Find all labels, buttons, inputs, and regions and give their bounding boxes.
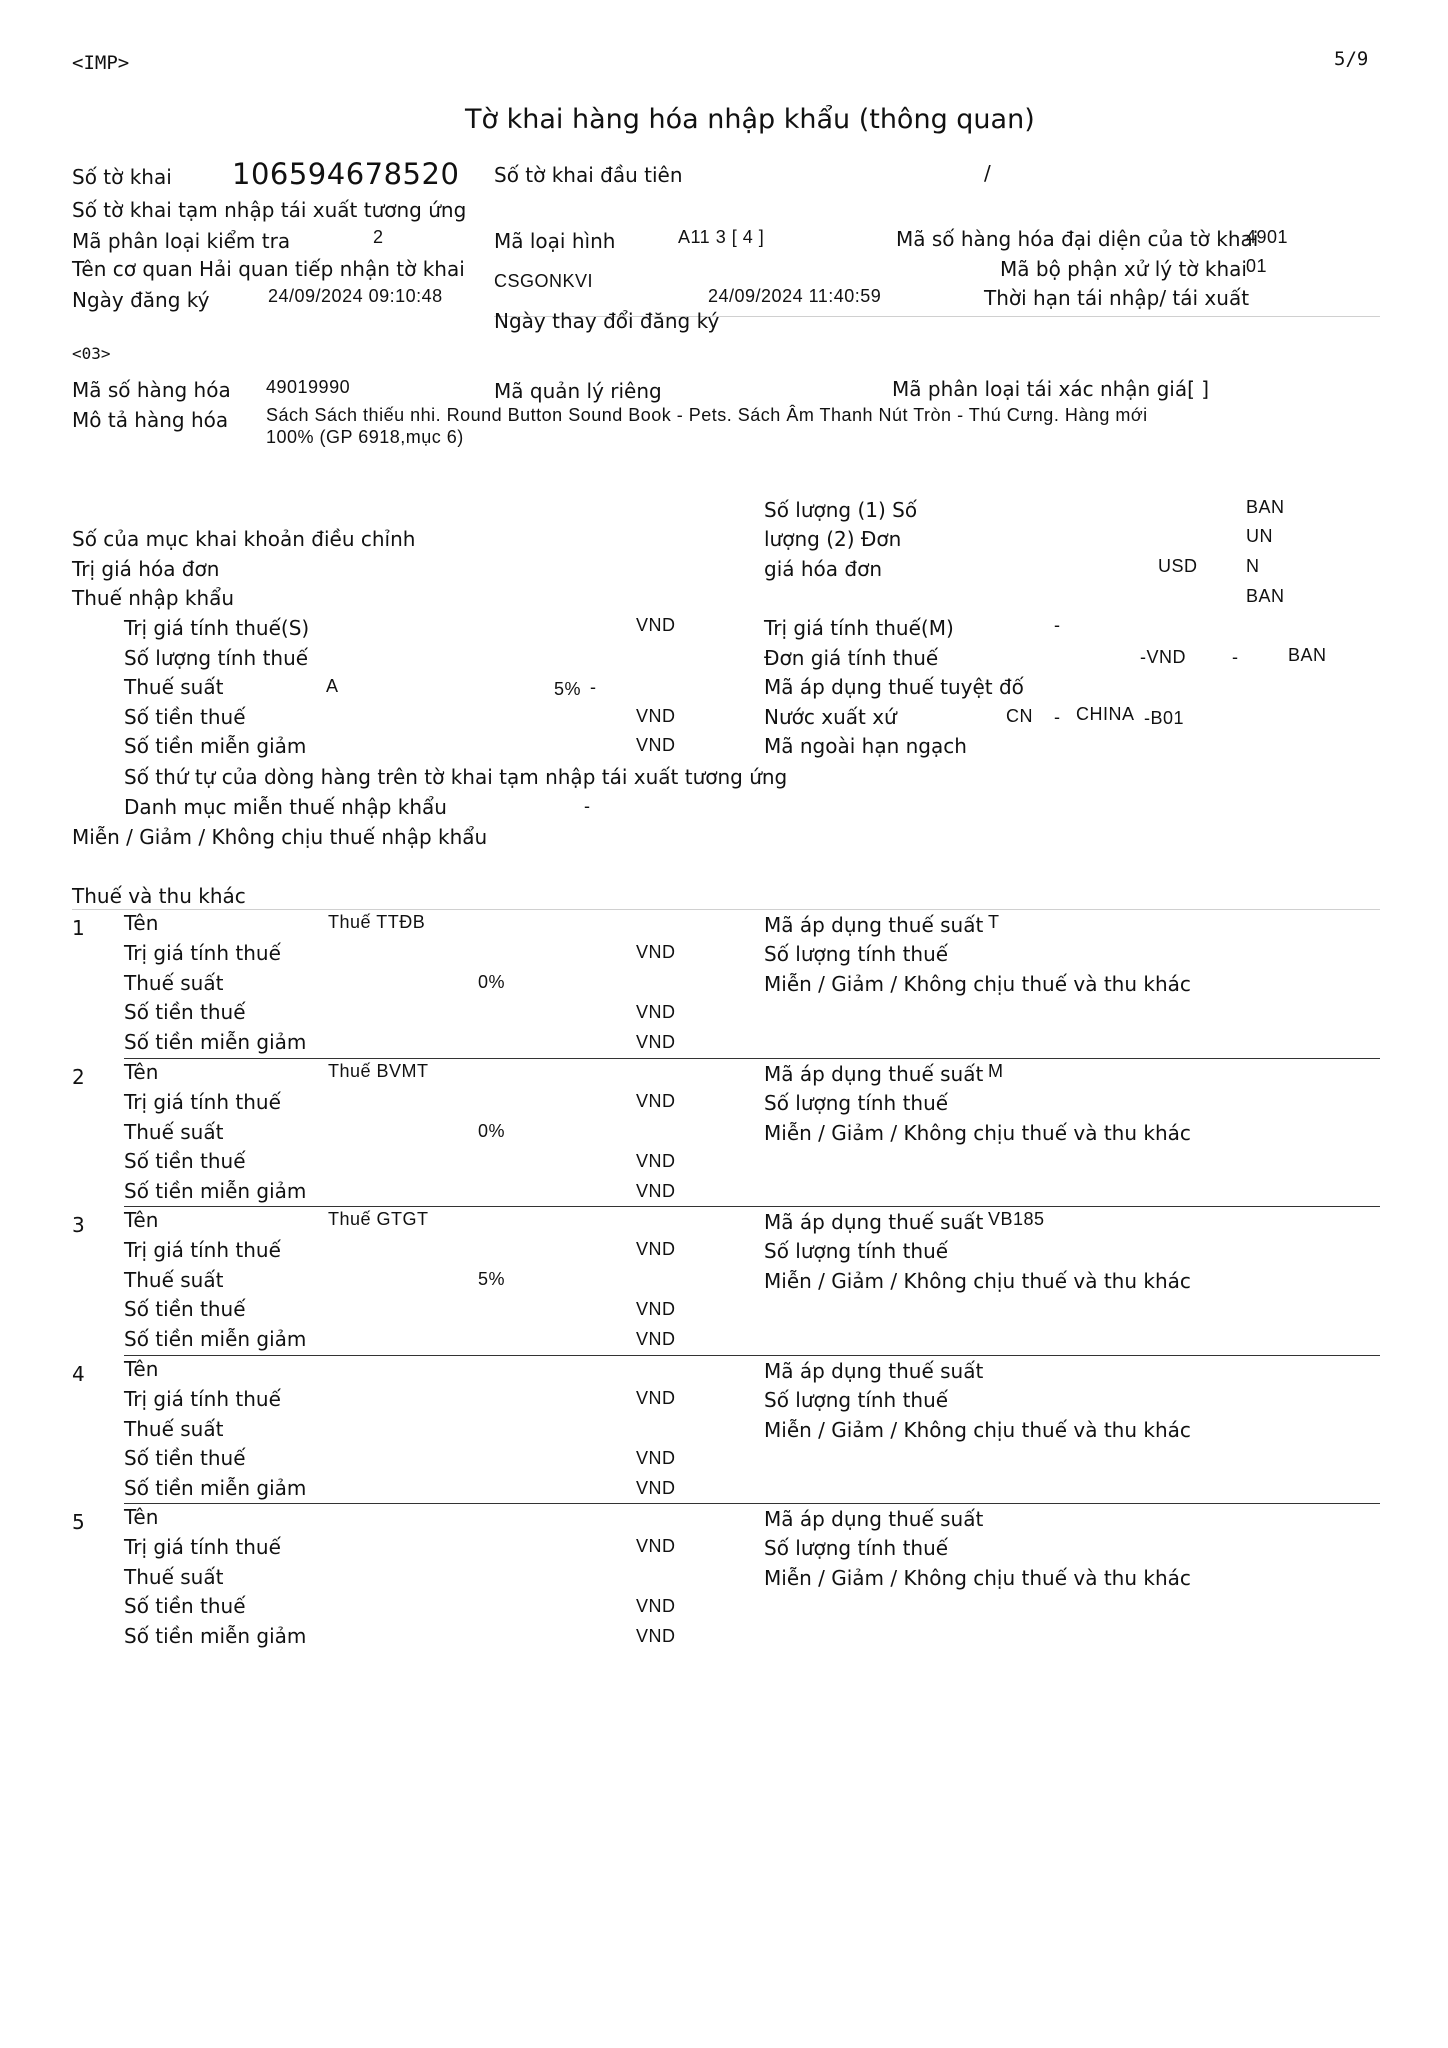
slash: / — [984, 161, 991, 185]
tax-ma-ap-dung-value: VB185 — [988, 1209, 1045, 1229]
tax-so-tien-unit: VND — [636, 1150, 676, 1171]
tax-name-label: Tên — [124, 1059, 159, 1084]
don-gia-tinh-thue-qty-unit: BAN — [1288, 645, 1327, 665]
don-gia-label: giá hóa đơn — [764, 557, 882, 581]
tax-so-tien-label: Số tiền thuế — [124, 1297, 246, 1321]
tax-tri-gia-unit: VND — [636, 1387, 676, 1408]
tax-name-value: Thuế BVMT — [328, 1060, 429, 1081]
thoi-han-label: Thời hạn tái nhập/ tái xuất — [984, 286, 1250, 310]
so-thu-tu-label: Số thứ tự của dòng hàng trên tờ khai tạm nhập tái xuất tương ứng — [124, 765, 788, 789]
tax-so-luong-label: Số lượng tính thuế — [764, 1536, 949, 1560]
tax-mien-giam-khac-label: Miễn / Giảm / Không chịu thuế và thu khác — [764, 1566, 1191, 1590]
so-luong-2-unit: UN — [1246, 526, 1273, 546]
ma-bo-phan-label: Mã bộ phận xử lý tờ khai — [1000, 257, 1247, 281]
danh-muc-dash: - — [584, 796, 591, 816]
ngay-dang-ky-value: 24/09/2024 09:10:48 — [268, 286, 443, 306]
tax-thue-suat-label: Thuế suất — [124, 1268, 224, 1292]
tax-mien-giam-khac-label: Miễn / Giảm / Không chịu thuế và thu khác — [764, 1417, 1191, 1442]
tax-name-label: Tên — [124, 911, 159, 935]
tax-so-tien-label: Số tiền thuế — [124, 1000, 246, 1024]
tax-tri-gia-label: Trị giá tính thuế — [124, 1386, 281, 1411]
tax-so-luong-label: Số lượng tính thuế — [764, 942, 949, 966]
mo-ta-line2: 100% (GP 6918,mục 6) — [266, 427, 464, 447]
thue-suat-dash: - — [590, 677, 597, 697]
tax-thue-suat-value: 0% — [478, 972, 506, 992]
ma-phan-loai-kiem-tra-label: Mã phân loại kiểm tra — [72, 229, 291, 253]
tax-tri-gia-label: Trị giá tính thuế — [124, 1089, 281, 1114]
tax-so-tien-unit: VND — [636, 1596, 676, 1616]
ma-quan-ly-rieng-label: Mã quản lý riêng — [494, 379, 662, 403]
doc-code: <IMP> — [72, 52, 130, 74]
tri-gia-hoa-don-label: Trị giá hóa đơn — [72, 557, 220, 581]
ma-ap-dung-tuyet-doi-label: Mã áp dụng thuế tuyệt đố — [764, 675, 1024, 699]
tax-mien-giam-label: Số tiền miễn giảm — [124, 1178, 307, 1203]
tax-row-index: 4 — [72, 1361, 85, 1386]
ngay-dang-ky-label: Ngày đăng ký — [72, 288, 210, 312]
ma-so-hang-dai-dien-value: 4901 — [1246, 227, 1289, 247]
tax-row-divider — [124, 1503, 1380, 1504]
so-tien-mien-giam-unit: VND — [636, 735, 676, 755]
tax-thue-suat-label: Thuế suất — [124, 1565, 224, 1589]
tax-tri-gia-label: Trị giá tính thuế — [124, 1535, 281, 1559]
so-to-khai-dau-tien-label: Số tờ khai đầu tiên — [494, 163, 683, 187]
tax-name-label: Tên — [124, 1208, 159, 1232]
ma-ngoai-han-ngach-label: Mã ngoài hạn ngạch — [764, 734, 967, 758]
ten-co-quan-label: Tên cơ quan Hải quan tiếp nhận tờ khai — [72, 257, 465, 281]
tax-mien-giam-unit: VND — [636, 1329, 676, 1349]
nuoc-xuat-xu-name: CHINA — [1076, 704, 1135, 724]
tax-tri-gia-label: Trị giá tính thuế — [124, 1238, 281, 1262]
tax-tri-gia-unit: VND — [636, 1239, 676, 1259]
ma-bo-phan-value: 01 — [1246, 256, 1268, 276]
so-luong-1-unit: BAN — [1246, 497, 1285, 517]
tax-mien-giam-label: Số tiền miễn giảm — [124, 1030, 307, 1054]
nuoc-xuat-xu-label: Nước xuất xứ — [764, 705, 897, 729]
ma-loai-hinh-label: Mã loại hình — [494, 229, 616, 253]
page-title: Tờ khai hàng hóa nhập khẩu (thông quan) — [465, 104, 1035, 135]
tax-row-index: 2 — [72, 1064, 85, 1089]
so-tien-thue-unit: VND — [636, 706, 676, 726]
tax-tri-gia-unit: VND — [636, 942, 676, 962]
tax-mien-giam-label: Số tiền miễn giảm — [124, 1475, 307, 1500]
tax-row-index: 1 — [72, 916, 85, 940]
thue-suat-label: Thuế suất — [124, 675, 224, 699]
tax-so-tien-label: Số tiền thuế — [124, 1445, 246, 1470]
tax-ma-ap-dung-label: Mã áp dụng thuế suất — [764, 1061, 984, 1086]
ma-so-hang-dai-dien-label: Mã số hàng hóa đại diện của tờ khai — [896, 227, 1259, 251]
tax-row-divider — [124, 1206, 1380, 1207]
so-tien-mien-giam-label: Số tiền miễn giảm — [124, 734, 307, 758]
ma-phan-loai-tai-xac-nhan-label: Mã phân loại tái xác nhận giá[ ] — [892, 377, 1210, 401]
so-muc-label: Số của mục khai khoản điều chỉnh — [72, 527, 416, 551]
tax-tri-gia-unit: VND — [636, 1536, 676, 1556]
tax-row-divider — [124, 1058, 1380, 1059]
tax-row-divider — [124, 1355, 1380, 1356]
tax-so-luong-label: Số lượng tính thuế — [764, 1090, 949, 1115]
don-gia-tinh-thue-unit: -VND — [1140, 647, 1186, 667]
so-tien-thue-label: Số tiền thuế — [124, 705, 246, 729]
tax-ma-ap-dung-label: Mã áp dụng thuế suất — [764, 1507, 984, 1531]
tax-name-label: Tên — [124, 1505, 159, 1529]
tax-mien-giam-label: Số tiền miễn giảm — [124, 1624, 307, 1648]
mo-ta-line1: Sách Sách thiếu nhi. Round Button Sound Book - Pets. Sách Âm Thanh Nút Tròn - Thú Cưng. Hàng mới — [266, 405, 1148, 425]
thue-nhap-khau-label: Thuế nhập khẩu — [72, 586, 235, 610]
tax-thue-suat-label: Thuế suất — [124, 1416, 224, 1441]
so-to-khai-value: 106594678520 — [232, 157, 460, 191]
thue-suat-code: A — [326, 676, 339, 696]
tax-so-luong-label: Số lượng tính thuế — [764, 1239, 949, 1263]
page-number: 5/9 — [1334, 48, 1369, 70]
tax-thue-suat-value: 0% — [478, 1120, 506, 1141]
tri-gia-tinh-thue-m-label: Trị giá tính thuế(M) — [764, 616, 954, 640]
tax-so-tien-unit: VND — [636, 1447, 676, 1468]
tax-tri-gia-unit: VND — [636, 1090, 676, 1111]
tax-ma-ap-dung-label: Mã áp dụng thuế suất — [764, 1358, 984, 1383]
tax-ma-ap-dung-label: Mã áp dụng thuế suất — [764, 1210, 984, 1234]
tax-thue-suat-label: Thuế suất — [124, 971, 224, 995]
ten-co-quan-value: CSGONKVI — [494, 271, 594, 291]
tax-thue-suat-label: Thuế suất — [124, 1119, 224, 1144]
ma-so-hang-hoa-label: Mã số hàng hóa — [72, 378, 231, 402]
currency: USD — [1158, 556, 1198, 576]
tax-ma-ap-dung-value: T — [988, 912, 1000, 932]
mien-giam-label: Miễn / Giảm / Không chịu thuế nhập khẩu — [72, 825, 488, 849]
ma-loai-hinh-value: A11 3 [ 4 ] — [678, 227, 765, 247]
tri-gia-tinh-thue-m-value: - — [1054, 615, 1061, 635]
ma-phan-loai-kiem-tra-value: 2 — [373, 227, 384, 247]
nuoc-xuat-xu-dash: - — [1054, 707, 1061, 727]
item-number: <03> — [72, 344, 111, 363]
tax-mien-giam-unit: VND — [636, 1180, 676, 1201]
ngay-thay-doi-label: Ngày thay đổi đăng ký — [494, 309, 720, 333]
tax-name-value: Thuế TTĐB — [328, 912, 426, 932]
tri-gia-tinh-thue-s-label: Trị giá tính thuế(S) — [124, 616, 310, 640]
unit-4: BAN — [1246, 586, 1285, 606]
tax-so-luong-label: Số lượng tính thuế — [764, 1387, 949, 1412]
tax-mien-giam-khac-label: Miễn / Giảm / Không chịu thuế và thu khác — [764, 1120, 1191, 1145]
don-gia-tinh-thue-dash: - — [1232, 647, 1239, 667]
tax-name-label: Tên — [124, 1356, 159, 1381]
so-luong-2-label: lượng (2) Đơn — [764, 527, 902, 551]
so-luong-tinh-thue-label: Số lượng tính thuế — [124, 646, 309, 670]
nuoc-xuat-xu-code: CN — [1006, 706, 1033, 726]
thue-suat-value: 5% — [554, 679, 582, 699]
tax-so-tien-unit: VND — [636, 1002, 676, 1022]
ngay-thay-doi-value: 24/09/2024 11:40:59 — [708, 286, 882, 306]
tax-mien-giam-unit: VND — [636, 1032, 676, 1052]
tax-mien-giam-unit: VND — [636, 1477, 676, 1498]
other-taxes-divider — [72, 909, 1380, 910]
tax-ma-ap-dung-label: Mã áp dụng thuế suất — [764, 913, 984, 937]
so-to-khai-label: Số tờ khai — [72, 165, 172, 189]
tax-mien-giam-unit: VND — [636, 1626, 676, 1646]
tax-mien-giam-khac-label: Miễn / Giảm / Không chịu thuế và thu khác — [764, 1269, 1191, 1293]
don-gia-tinh-thue-label: Đơn giá tính thuế — [764, 646, 939, 670]
tax-mien-giam-khac-label: Miễn / Giảm / Không chịu thuế và thu khác — [764, 972, 1191, 996]
other-taxes-label: Thuế và thu khác — [72, 884, 246, 908]
danh-muc-label: Danh mục miễn thuế nhập khẩu — [124, 795, 447, 819]
tax-so-tien-label: Số tiền thuế — [124, 1594, 246, 1618]
tax-row-index: 3 — [72, 1213, 85, 1237]
mo-ta-label: Mô tả hàng hóa — [72, 408, 229, 432]
tri-gia-tinh-thue-s-unit: VND — [636, 615, 676, 635]
tax-thue-suat-value: 5% — [478, 1269, 506, 1289]
tax-mien-giam-label: Số tiền miễn giảm — [124, 1327, 307, 1351]
so-luong-1-label: Số lượng (1) Số — [764, 498, 918, 522]
tax-tri-gia-label: Trị giá tính thuế — [124, 941, 281, 965]
tax-row-index: 5 — [72, 1510, 85, 1534]
ma-so-hang-hoa-value: 49019990 — [266, 377, 351, 397]
tax-ma-ap-dung-value: M — [988, 1060, 1004, 1081]
tam-nhap-label: Số tờ khai tạm nhập tái xuất tương ứng — [72, 198, 467, 222]
tax-name-value: Thuế GTGT — [328, 1209, 429, 1229]
tax-so-tien-label: Số tiền thuế — [124, 1148, 246, 1173]
tax-so-tien-unit: VND — [636, 1299, 676, 1319]
nuoc-xuat-xu-suffix: -B01 — [1144, 708, 1185, 728]
don-gia-unit: N — [1246, 556, 1260, 576]
